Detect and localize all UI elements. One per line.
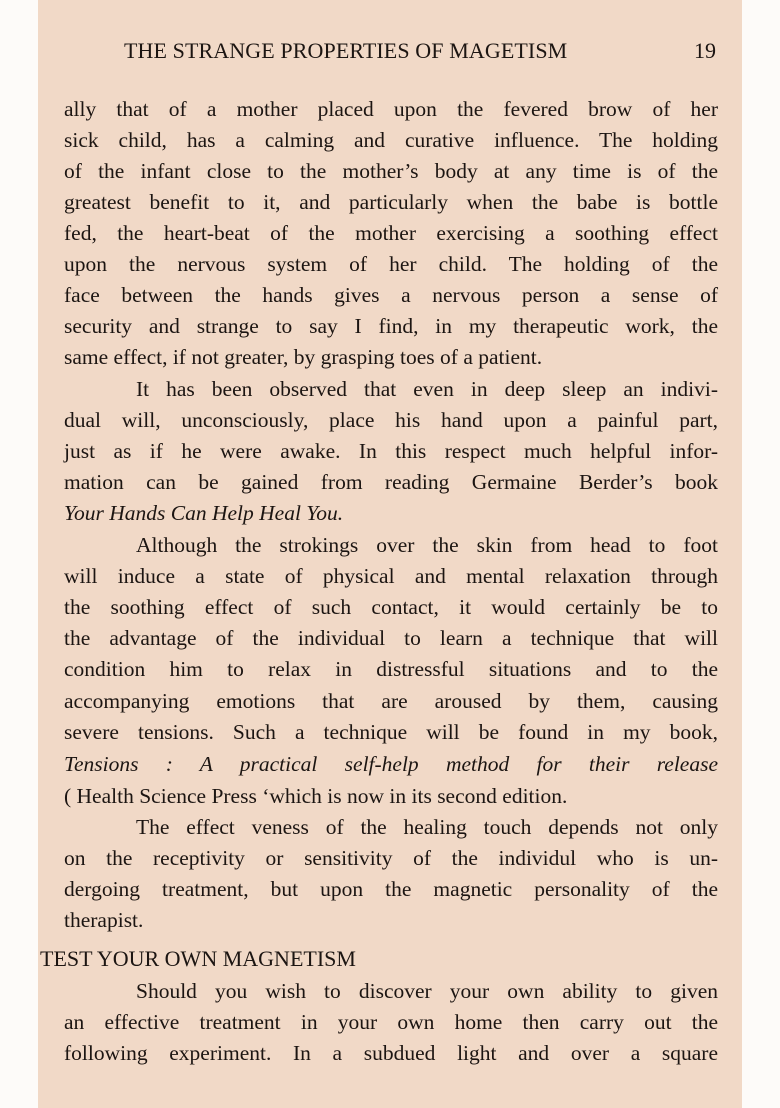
text-line: ( Health Science Press ‘which is now in its second edition. — [64, 784, 568, 808]
text-line: Although the strokings over the skin from head to foot — [136, 533, 718, 557]
text-line: security and strange to say I find, in my therapeutic work, the — [64, 314, 718, 338]
text-line: greatest benefit to it, and particularly when the babe is bottle — [64, 190, 718, 214]
text-line: same effect, if not greater, by grasping toes of a patient. — [64, 345, 543, 369]
text-line: upon the nervous system of her child. The holding of the — [64, 252, 718, 276]
text-line: of the infant close to the mother’s body at any time is of the — [64, 159, 718, 183]
text-line: mation can be gained from reading Germaine Berder’s book — [64, 470, 718, 494]
text-line: just as if he were awake. In this respect much helpful infor- — [64, 439, 718, 463]
section-heading: TEST YOUR OWN MAGNETISM — [40, 946, 356, 971]
text-line: the advantage of the individual to learn a technique that will — [64, 626, 718, 650]
book-title-line: Tensions : A practical self-help method for their release — [64, 752, 718, 776]
text-line: condition him to relax in distressful situations and to the — [64, 657, 718, 681]
text-line: an effective treatment in your own home then carry out the — [64, 1010, 718, 1034]
text-line: face between the hands gives a nervous person a sense of — [64, 283, 718, 307]
text-line: on the receptivity or sensitivity of the individul who is un- — [64, 846, 718, 870]
text-line: the soothing effect of such contact, it would certainly be to — [64, 595, 718, 619]
text-line: will induce a state of physical and mental relaxation through — [64, 564, 718, 588]
text-line: dergoing treatment, but upon the magnetic personality of the — [64, 877, 718, 901]
text-line: severe tensions. Such a technique will be found in my book, — [64, 720, 718, 744]
running-head — [38, 38, 742, 68]
text-line: sick child, has a calming and curative influence. The holding — [64, 128, 718, 152]
text-line: Should you wish to discover your own ability to given — [136, 979, 718, 1003]
running-head-title: THE STRANGE PROPERTIES OF MAGETISM — [124, 38, 568, 63]
text-line: ally that of a mother placed upon the fevered brow of her — [64, 97, 718, 121]
text-line: It has been observed that even in deep sleep an indivi- — [136, 377, 718, 401]
book-title-line: Your Hands Can Help Heal You. — [64, 501, 344, 525]
text-line: dual will, unconsciously, place his hand upon a painful part, — [64, 408, 718, 432]
text-line: therapist. — [64, 908, 144, 932]
text-line: following experiment. In a subdued light and over a square — [64, 1041, 718, 1065]
page-number: 19 — [694, 38, 716, 63]
book-page — [38, 0, 742, 1108]
text-line: accompanying emotions that are aroused by them, causing — [64, 689, 718, 713]
text-line: The effect veness of the healing touch depends not only — [136, 815, 718, 839]
text-line: fed, the heart-beat of the mother exercising a soothing effect — [64, 221, 718, 245]
